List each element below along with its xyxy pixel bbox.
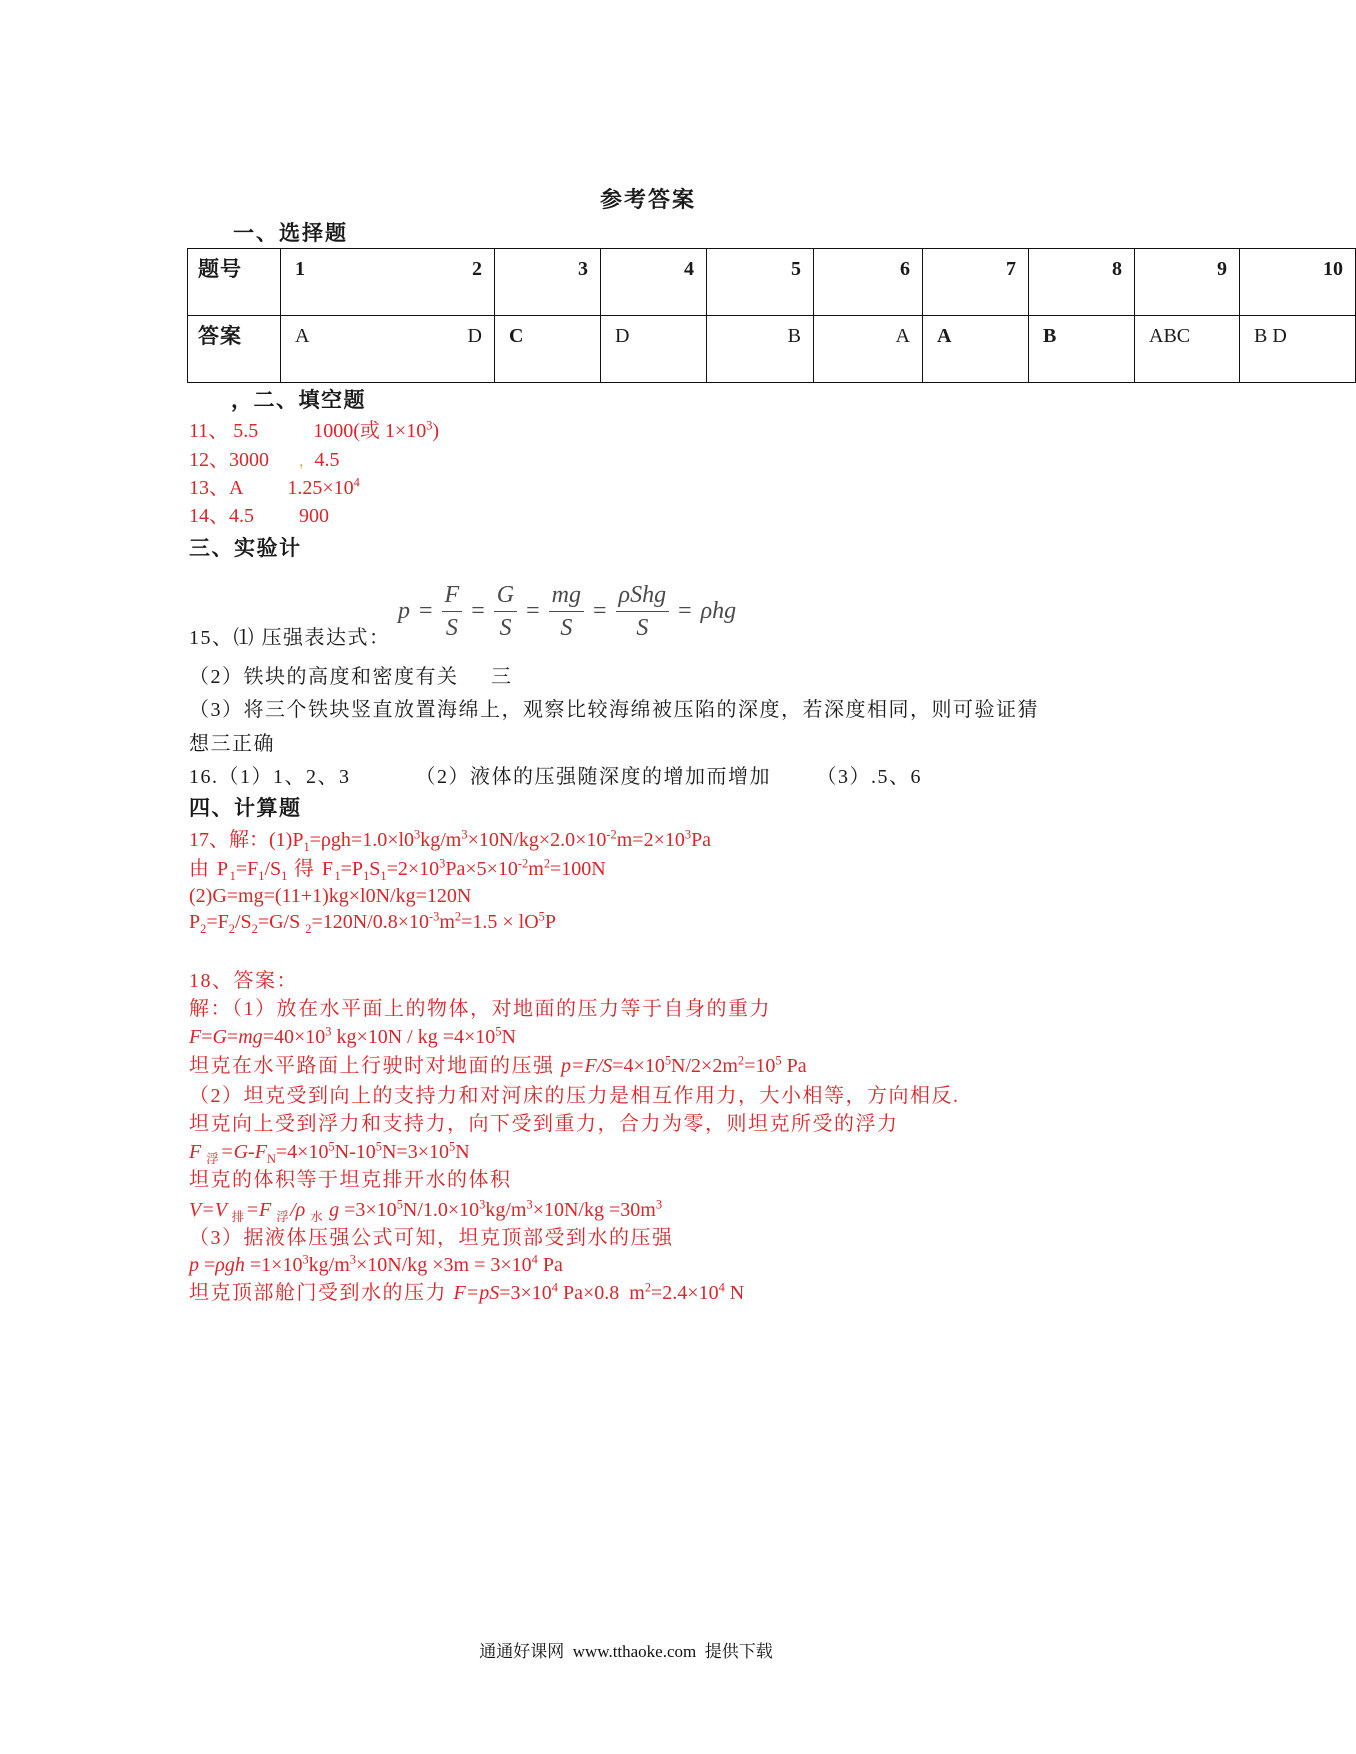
text-segment: 坦克的体积等于坦克排开水的体积 xyxy=(189,1169,512,1191)
subscript: 1 xyxy=(380,869,387,883)
text-segment: ×10N/kg ×3m = 3×10 xyxy=(355,1254,532,1276)
text-segment: =100N xyxy=(550,858,606,880)
text-segment: =2×10 xyxy=(386,858,440,880)
text-segment: ，二、填空题 xyxy=(231,388,366,412)
text-segment: 坦克在水平路面上行驶时对地面的压强 xyxy=(189,1055,561,1077)
text-segment: =1×10 xyxy=(244,1254,303,1276)
answer-line xyxy=(189,1138,470,1166)
fraction-numerator: mg xyxy=(551,581,581,608)
question-number: 10 xyxy=(1240,249,1356,316)
text-segment: N xyxy=(724,1282,745,1304)
text-segment: Pa xyxy=(781,1055,807,1077)
subscript: 排 xyxy=(231,1210,246,1224)
text-segment: 三、实验计 xyxy=(189,536,302,560)
text-segment: =F xyxy=(235,858,259,880)
superscript: 3 xyxy=(302,1252,309,1267)
superscript: 2 xyxy=(737,1053,745,1068)
answer-line xyxy=(189,826,711,854)
answer-line xyxy=(189,1052,807,1080)
text-segment: /ρ xyxy=(290,1199,311,1221)
text-segment: 15、⑴ 压强表达式： xyxy=(189,627,391,649)
text-segment: G xyxy=(212,1026,227,1048)
text-segment: 四、计算题 xyxy=(189,796,302,820)
text-segment: （2）铁块的高度和密度有关 三 xyxy=(189,666,513,688)
question-number: 3 xyxy=(495,249,601,316)
fraction-denominator: S xyxy=(494,611,517,642)
superscript: 4 xyxy=(551,1280,558,1295)
superscript: 5 xyxy=(396,1197,403,1212)
subscript: 浮 xyxy=(276,1210,291,1224)
superscript: -2 xyxy=(517,856,529,871)
text-segment: /S xyxy=(234,911,252,933)
fraction-denominator: S xyxy=(616,611,670,642)
text-line xyxy=(189,730,275,758)
fraction-numerator: ρShg xyxy=(618,581,667,608)
answer-line xyxy=(189,1082,960,1110)
text-segment: =G-F xyxy=(220,1141,267,1163)
formula-lhs: p xyxy=(398,597,410,624)
superscript: 5 xyxy=(538,909,545,924)
superscript: 3 xyxy=(461,827,468,842)
equals-sign: = xyxy=(419,597,433,624)
text-segment: V=V xyxy=(189,1199,232,1221)
superscript: 4 xyxy=(353,475,360,490)
text-segment: = xyxy=(201,1026,213,1048)
choice-answer: C xyxy=(495,316,601,383)
answer-line xyxy=(189,502,329,530)
text-segment: 4.5 xyxy=(314,449,340,471)
superscript: 3 xyxy=(414,827,421,842)
text-segment: = xyxy=(199,1254,216,1276)
text-segment: =1.5 × lO xyxy=(461,911,539,933)
superscript: 3 xyxy=(439,856,446,871)
text-segment: 17、解：(1)P xyxy=(189,829,304,851)
question-number: 1 xyxy=(281,249,387,316)
superscript: 5 xyxy=(328,1139,335,1154)
text-segment: Pa xyxy=(691,829,712,851)
superscript: 5 xyxy=(495,1024,502,1039)
choice-answer: A xyxy=(281,316,387,383)
text-segment: m xyxy=(528,858,544,880)
text-segment: P xyxy=(189,911,201,933)
answer-line xyxy=(189,882,471,910)
superscript: 2 xyxy=(543,856,551,871)
text-segment: =2.4×10 xyxy=(651,1282,719,1304)
equals-sign: = xyxy=(526,597,540,624)
answer-line xyxy=(189,967,298,995)
answer-line xyxy=(189,995,771,1023)
question-number: 4 xyxy=(601,249,707,316)
text-segment: =F xyxy=(206,911,229,933)
text-segment: kg/m xyxy=(420,829,462,851)
text-line xyxy=(189,696,1039,724)
text-segment: N xyxy=(455,1141,470,1163)
punctuation-mark: ， xyxy=(299,455,315,470)
text-segment: =P xyxy=(340,858,364,880)
text-segment: 11、 5.5 1000(或 1×10 xyxy=(189,420,427,442)
subscript: 2 xyxy=(228,922,235,936)
text-segment: =G/S xyxy=(257,911,306,933)
answer-line xyxy=(189,1279,744,1307)
choice-answer: A xyxy=(923,316,1029,383)
equals-sign: = xyxy=(593,597,607,624)
superscript: 3 xyxy=(349,1252,356,1267)
row-label-number: 题号 xyxy=(188,249,281,316)
subscript: 1 xyxy=(303,840,310,854)
subscript: 1 xyxy=(363,869,370,883)
question-number: 8 xyxy=(1029,249,1135,316)
text-segment: =120N/0.8×10 xyxy=(311,911,429,933)
text-segment: 14、4.5 900 xyxy=(189,505,329,527)
text-segment: 想三正确 xyxy=(189,733,275,755)
text-segment: N/1.0×10 xyxy=(402,1199,480,1221)
answer-line xyxy=(189,1023,516,1051)
text-segment: = xyxy=(226,1026,239,1048)
row-label-answer: 答案 xyxy=(188,316,281,383)
superscript: 3 xyxy=(526,1197,533,1212)
superscript: 3 xyxy=(325,1024,332,1039)
text-segment: N/2×2m xyxy=(671,1055,738,1077)
text-segment: g xyxy=(324,1199,340,1221)
superscript: 4 xyxy=(531,1252,538,1267)
text-segment: =10 xyxy=(744,1055,776,1077)
section-heading-choice: 一、选择题 xyxy=(233,221,348,245)
text-segment: 由 P xyxy=(189,858,230,880)
superscript: 2 xyxy=(454,909,462,924)
text-segment: Pa×5×10 xyxy=(445,858,518,880)
text-segment: m xyxy=(439,911,455,933)
choice-answer: A xyxy=(814,316,923,383)
subscript: N xyxy=(266,1152,276,1166)
superscript: -3 xyxy=(429,909,440,924)
text-segment: kg×10N / kg =4×10 xyxy=(331,1026,496,1048)
text-segment: ) xyxy=(432,420,440,442)
text-line xyxy=(189,624,391,652)
question-number: 6 xyxy=(814,249,923,316)
text-segment: p xyxy=(189,1254,199,1276)
fraction-numerator: G xyxy=(496,581,515,608)
subscript: 2 xyxy=(251,922,258,936)
fraction-denominator: S xyxy=(549,611,584,642)
superscript: 3 xyxy=(655,1197,663,1212)
text-segment: mg xyxy=(238,1026,263,1048)
text-segment: （2）坦克受到向上的支持力和对河床的压力是相互作用力，大小相等，方向相反. xyxy=(189,1085,960,1107)
text-line xyxy=(189,763,922,791)
answer-line xyxy=(189,1196,662,1224)
text-segment: kg/m xyxy=(308,1254,350,1276)
superscript: 3 xyxy=(426,418,433,433)
superscript: 3 xyxy=(479,1197,486,1212)
equals-sign: = xyxy=(678,597,692,624)
text-segment: 坦克顶部舱门受到水的压力 xyxy=(189,1282,454,1304)
superscript: 5 xyxy=(448,1139,456,1154)
text-segment: =4×10 xyxy=(612,1055,665,1077)
text-segment: =F xyxy=(245,1199,277,1221)
superscript: 3 xyxy=(684,827,692,842)
text-segment: 13、A 1.25×10 xyxy=(189,477,354,499)
superscript: -2 xyxy=(606,827,617,842)
text-segment: F xyxy=(189,1026,202,1048)
page-footer: 通通好课网 www.tthaoke.com 提供下载 xyxy=(479,1642,773,1661)
section-heading xyxy=(189,534,302,562)
answer-line xyxy=(189,1224,674,1252)
text-segment: kg/m xyxy=(485,1199,527,1221)
section-heading xyxy=(189,794,302,822)
text-segment: Pa×0.8 m xyxy=(557,1282,645,1304)
text-segment: 坦克向上受到浮力和支持力，向下受到重力，合力为零，则坦克所受的浮力 xyxy=(189,1113,899,1135)
text-segment: ×10N/kg =30m xyxy=(532,1199,656,1221)
question-number: 7 xyxy=(923,249,1029,316)
subscript: 浮 xyxy=(206,1152,221,1166)
text-segment: N xyxy=(501,1026,516,1048)
answer-line xyxy=(189,1110,899,1138)
text-segment: ×10N/kg×2.0×10 xyxy=(467,829,607,851)
text-segment: P xyxy=(544,911,556,933)
superscript: 4 xyxy=(718,1280,725,1295)
choice-answer: D xyxy=(601,316,707,383)
text-segment: m=2×10 xyxy=(616,829,685,851)
section-heading xyxy=(231,386,366,414)
choice-answer: D xyxy=(386,316,495,383)
subscript: 2 xyxy=(200,922,207,936)
subscript: 水 xyxy=(310,1210,325,1224)
text-segment: （3）将三个铁块竖直放置海绵上，观察比较海绵被压陷的深度，若深度相同，则可验证猜 xyxy=(189,699,1039,721)
subscript: 1 xyxy=(334,869,341,883)
text-segment: =40×10 xyxy=(262,1026,326,1048)
answer-line xyxy=(189,417,439,445)
text-segment: 得 F xyxy=(287,858,335,880)
choice-answer: ABC xyxy=(1135,316,1240,383)
question-number: 2 xyxy=(386,249,495,316)
text-segment: =3×10 xyxy=(339,1199,397,1221)
text-segment: N-10 xyxy=(334,1141,376,1163)
formula-result: ρhg xyxy=(700,597,737,624)
text-segment: ρgh xyxy=(215,1254,245,1276)
answer-line xyxy=(189,1251,563,1279)
superscript: 2 xyxy=(644,1280,652,1295)
choice-answer: B D xyxy=(1240,316,1356,383)
text-segment: （3）据液体压强公式可知，坦克顶部受到水的压强 xyxy=(189,1227,674,1249)
superscript: 5 xyxy=(664,1053,672,1068)
answer-line xyxy=(189,908,556,936)
choice-answer: B xyxy=(707,316,814,383)
question-number: 9 xyxy=(1135,249,1240,316)
fraction-numerator: F xyxy=(444,581,460,608)
text-segment: F=pS xyxy=(453,1282,500,1304)
text-line xyxy=(189,663,513,691)
subscript: 1 xyxy=(258,869,265,883)
text-segment: F xyxy=(189,1141,207,1163)
text-segment: =3×10 xyxy=(499,1282,552,1304)
text-segment: 18、答案： xyxy=(189,970,298,992)
equals-sign: = xyxy=(471,597,485,624)
text-segment: S xyxy=(369,858,381,880)
text-segment: =4×10 xyxy=(275,1141,329,1163)
text-segment: 16.（1）1、2、3 （2）液体的压强随深度的增加而增加 （3）.5、6 xyxy=(189,766,922,788)
text-segment: Pa xyxy=(537,1254,563,1276)
fraction-denominator: S xyxy=(442,611,463,642)
text-segment: =ρgh=1.0×l0 xyxy=(309,829,415,851)
answer-line xyxy=(189,1166,512,1194)
question-number: 5 xyxy=(707,249,814,316)
text-segment: /S xyxy=(264,858,282,880)
subscript: 2 xyxy=(305,922,312,936)
text-segment: 解：（1）放在水平面上的物体，对地面的压力等于自身的重力 xyxy=(189,998,771,1020)
page-title: 参考答案 xyxy=(599,187,696,212)
answer-line xyxy=(189,446,340,474)
subscript: 1 xyxy=(229,869,236,883)
text-segment: (2)G=mg=(11+1)kg×l0N/kg=120N xyxy=(189,885,472,907)
answer-line xyxy=(189,855,606,883)
text-segment: p=F/S xyxy=(561,1055,613,1077)
subscript: 1 xyxy=(281,869,288,883)
text-segment: N=3×10 xyxy=(381,1141,449,1163)
text-segment: 12、3000 xyxy=(189,449,299,471)
answer-line xyxy=(189,474,360,502)
choice-answer: B xyxy=(1029,316,1135,383)
superscript: 5 xyxy=(375,1139,382,1154)
superscript: 5 xyxy=(775,1053,782,1068)
